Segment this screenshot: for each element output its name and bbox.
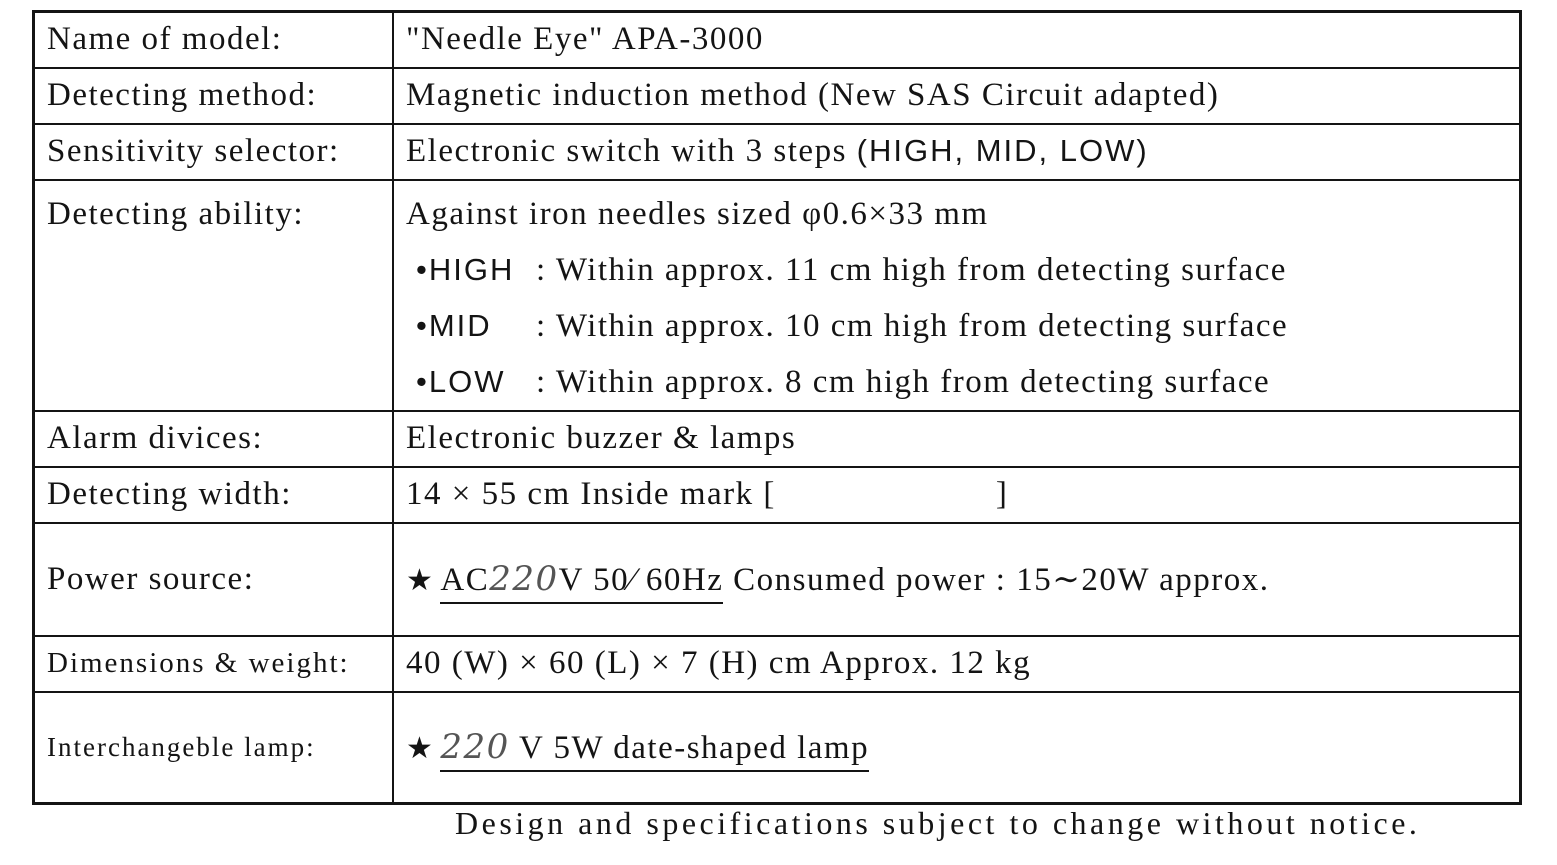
row-sensitivity [34, 124, 1521, 180]
row-power [34, 523, 1521, 636]
ability-key-mid: •MID [416, 307, 492, 343]
ability-intro: Against iron needles sized φ0.6×33 mm [406, 195, 989, 232]
power-ac-prefix: AC [440, 562, 490, 598]
power-ac-suffix: V 50∕ 60Hz [558, 562, 724, 598]
row-model [34, 12, 1521, 68]
ability-text-mid: : Within approx. 10 cm high from detecting surface [536, 307, 1289, 344]
width-close: ] [995, 476, 1009, 512]
row-lamp [34, 692, 1521, 804]
row-ability [34, 180, 1521, 411]
value-alarm: Electronic buzzer & lamps [393, 411, 1521, 467]
footer-note: Design and specifications subject to change without notice. [455, 805, 1421, 841]
ability-level-low [406, 354, 1519, 410]
row-width [34, 467, 1521, 523]
power-consumed: Consumed power : 15∼20W approx. [723, 562, 1270, 598]
width-text: 14 × 55 cm Inside mark [ [406, 476, 776, 512]
star-icon: ★ [406, 731, 435, 767]
star-icon: ★ [406, 563, 435, 598]
power-voltage-handwritten: 220 [489, 559, 559, 599]
power-ac-underlined [440, 559, 724, 604]
lamp-underlined [440, 727, 870, 772]
ability-key-low: •LOW [416, 363, 506, 399]
value-power [393, 523, 1521, 636]
label-ability-text: Detecting ability: [47, 195, 305, 232]
label-alarm: Alarm divices: [34, 411, 394, 467]
row-method [34, 68, 1521, 124]
value-width [393, 467, 1521, 523]
label-width: Detecting width: [34, 467, 394, 523]
ability-level-mid [406, 298, 1519, 354]
row-alarm [34, 411, 1521, 467]
ability-key-high: •HIGH [416, 251, 515, 287]
row-dimensions [34, 636, 1521, 692]
ability-text-high: : Within approx. 11 cm high from detecting surface [536, 251, 1287, 288]
label-dimensions: Dimensions & weight: [34, 636, 394, 692]
label-lamp: Interchangeble lamp: [34, 692, 394, 804]
value-lamp [393, 692, 1521, 804]
value-ability [393, 180, 1521, 411]
value-method: Magnetic induction method (New SAS Circuit adapted) [393, 68, 1521, 124]
value-dimensions: 40 (W) × 60 (L) × 7 (H) cm Approx. 12 kg [393, 636, 1521, 692]
label-method: Detecting method: [34, 68, 394, 124]
label-model: Name of model: [34, 12, 394, 68]
label-sensitivity: Sensitivity selector: [34, 124, 394, 180]
ability-text-low: : Within approx. 8 cm high from detecting surface [536, 363, 1271, 400]
sensitivity-prefix: Electronic switch with 3 steps [406, 133, 857, 169]
sensitivity-steps: (HIGH, MID, LOW) [856, 133, 1149, 168]
lamp-voltage-handwritten: 220 [440, 727, 510, 768]
label-ability [34, 180, 394, 411]
ability-level-high [406, 242, 1519, 298]
label-power: Power source: [34, 523, 394, 636]
value-sensitivity [393, 124, 1521, 180]
spec-table [32, 10, 1522, 805]
lamp-suffix: V 5W date-shaped lamp [509, 730, 870, 767]
value-model: "Needle Eye" APA-3000 [393, 12, 1521, 68]
